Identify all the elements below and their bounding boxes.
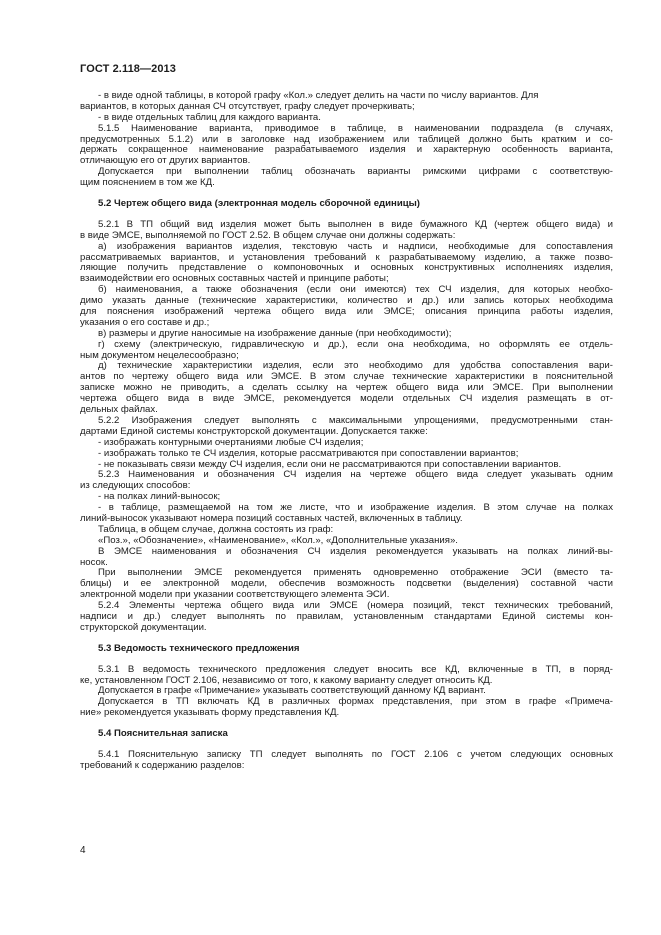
text-line: дельных файлах. [80, 404, 158, 416]
text-line: записке можно не приводить, а сделать ссылку на чертеж общего вида или ЭМСЕ. При выполнении [80, 382, 613, 394]
document-body [80, 91, 613, 772]
text-line: - в виде отдельных таблиц для каждого варианта. [98, 111, 321, 123]
text-line: ние» рекомендуется указывать форму представления КД. [80, 707, 340, 719]
text-line: - не показывать связи между СЧ изделия, если они не рассматриваются при сопоставлении вариантов. [98, 458, 562, 470]
text-line: В ЭМСЕ наименования и обозначения СЧ изделия рекомендуется указывать на полках линий-вы- [98, 545, 613, 557]
text-line: отличающую его от других вариантов. [80, 155, 251, 167]
text-line: 5.2.2 Изображения следует выполнять с максимальными упрощениями, предусмотренными стан- [98, 414, 613, 426]
text-line: Допускается в графе «Примечание» указывать соответствующий данному КД вариант. [98, 685, 486, 697]
text-line: Таблица, в общем случае, должна состоять из граф: [98, 523, 334, 535]
text-line: - изображать контурными очертаниями любые СЧ изделия; [98, 436, 364, 448]
text-line: 5.3.1 В ведомость технического предложения следует вносить все КД, включенные в ТП, в поряд- [98, 663, 613, 675]
text-line: г) схему (электрическую, гидравлическую и др.), если она необходима, но оформлять ее отдель- [98, 338, 613, 350]
page-number: 4 [80, 845, 86, 856]
text-line: 5.2.4 Элементы чертежа общего вида или ЭМСЕ (номера позиций, текст технических требований, [98, 600, 613, 612]
text-line: электронной модели при указании соответствующего элемента ЭСИ. [80, 589, 390, 601]
text-line: предусмотренных 5.1.2) или в заголовке над изображением или таблицей должно быть кратким и со- [80, 133, 613, 145]
section-heading: 5.2 Чертеж общего вида (электронная модель сборочной единицы) [98, 198, 421, 210]
text-line: а) изображения вариантов изделия, текстовую часть и надписи, необходимые для сопоставления [98, 240, 613, 252]
text-line: 5.2.1 В ТП общий вид изделия может быть выполнен в виде бумажного КД (чертеж общего вида) и [98, 218, 613, 230]
text-line: - на полках линий-выносок; [98, 491, 221, 503]
text-line: димо указать данные (технические характеристики, количество и др.) или запись которых необходима [80, 295, 613, 307]
text-line: держать сокращенное наименование разрабатываемого изделия и характерную особенность варианта, [80, 144, 613, 156]
text-line: блицы) и ее электронной модели, обеспечив возможность подсветки (выделения) составной части [80, 578, 613, 590]
text-line: - изображать только те СЧ изделия, которые рассматриваются при сопоставлении вариантов; [98, 447, 519, 459]
text-line: линий-выносок указывают номера позиций составных частей, включенных в таблицу. [80, 512, 463, 524]
text-line: ляющие получить представление о компоновочных и основных конструктивных исполнениях изделия, [80, 262, 613, 274]
text-line: 5.2.3 Наименования и обозначения СЧ изделия на чертеже общего вида следует указывать одним [98, 469, 613, 481]
section-heading: 5.4 Пояснительная записка [98, 728, 228, 740]
text-line: При выполнении ЭМСЕ рекомендуется применять одновременно отображение ЭСИ (вместо та- [98, 567, 613, 579]
text-line: в) размеры и другие наносимые на изображение данные (при необходимости); [98, 327, 452, 339]
text-line: структорской документации. [80, 621, 207, 633]
text-line: 5.1.5 Наименование варианта, приводимое в таблице, в наименовании подраздела (в случаях, [98, 122, 613, 134]
section-heading: 5.3 Ведомость технического предложения [98, 642, 300, 654]
text-line: в виде ЭМСЕ, выполняемой по ГОСТ 2.52. В общем случае они должны содержать: [80, 229, 456, 241]
text-line: чертежа общего вида в виде ЭМСЕ, рекомендуется модели отдельных СЧ изделия размещать в от- [80, 393, 613, 405]
text-line: щим пояснением в том же КД. [80, 177, 215, 189]
text-line: требований к содержанию разделов: [80, 759, 245, 771]
text-line: ке, установленном ГОСТ 2.106, независимо от того, к какому варианту следует относить КД. [80, 674, 493, 686]
text-line: - в виде одной таблицы, в которой графу «Кол.» следует делить на части по числу вариантов. Для [98, 90, 539, 101]
text-line: дартами Единой системы конструкторской документации. Допускается также: [80, 425, 428, 437]
text-line: Допускается при выполнении таблиц обозначать варианты римскими цифрами с соответствую- [98, 166, 613, 178]
text-line: из следующих способов: [80, 480, 191, 492]
text-line: Допускается в ТП включать КД в различных формах представления, при этом в графе «Примеча- [98, 696, 613, 708]
text-line: «Поз.», «Обозначение», «Наименование», «Кол.», «Дополнительные указания». [98, 534, 458, 546]
text-line: ным документом нецелесообразно; [80, 349, 239, 361]
text-line: взаимодействии его основных составных частей и принципе работы; [80, 273, 389, 285]
text-line: вариантов, в которых данная СЧ отсутствует, графу следует прочеркивать; [80, 100, 415, 112]
text-line: рассматриваемых вариантов, и установления требований к разрабатываемому изделию, а также позво- [80, 251, 613, 263]
text-line: антов по чертежу общего вида или ЭМСЕ. В этом случае технические характеристики в пояснительной [80, 371, 613, 383]
text-line: д) технические характеристики изделия, если это необходимо для удобства сопоставления вари- [98, 360, 613, 372]
document-header: ГОСТ 2.118—2013 [80, 63, 176, 75]
text-line: б) наименования, а также обозначения (если они имеются) тех СЧ изделия, для которых необхо- [98, 284, 613, 296]
text-line: для пояснения изображений чертежа общего вида или ЭМСЕ; описания принципа работы изделия, [80, 306, 613, 318]
text-line: носок. [80, 556, 108, 568]
text-line: надписи и др.) следует выполнять по правилам, установленным стандартами Единой системы кон- [80, 610, 613, 622]
text-line: указания о его составе и др.; [80, 316, 210, 328]
text-line: - в таблице, размещаемой на том же листе, что и изображение изделия. В этом случае на полках [98, 502, 613, 514]
text-line: 5.4.1 Пояснительную записку ТП следует выполнять по ГОСТ 2.106 с учетом следующих основных [98, 748, 613, 760]
